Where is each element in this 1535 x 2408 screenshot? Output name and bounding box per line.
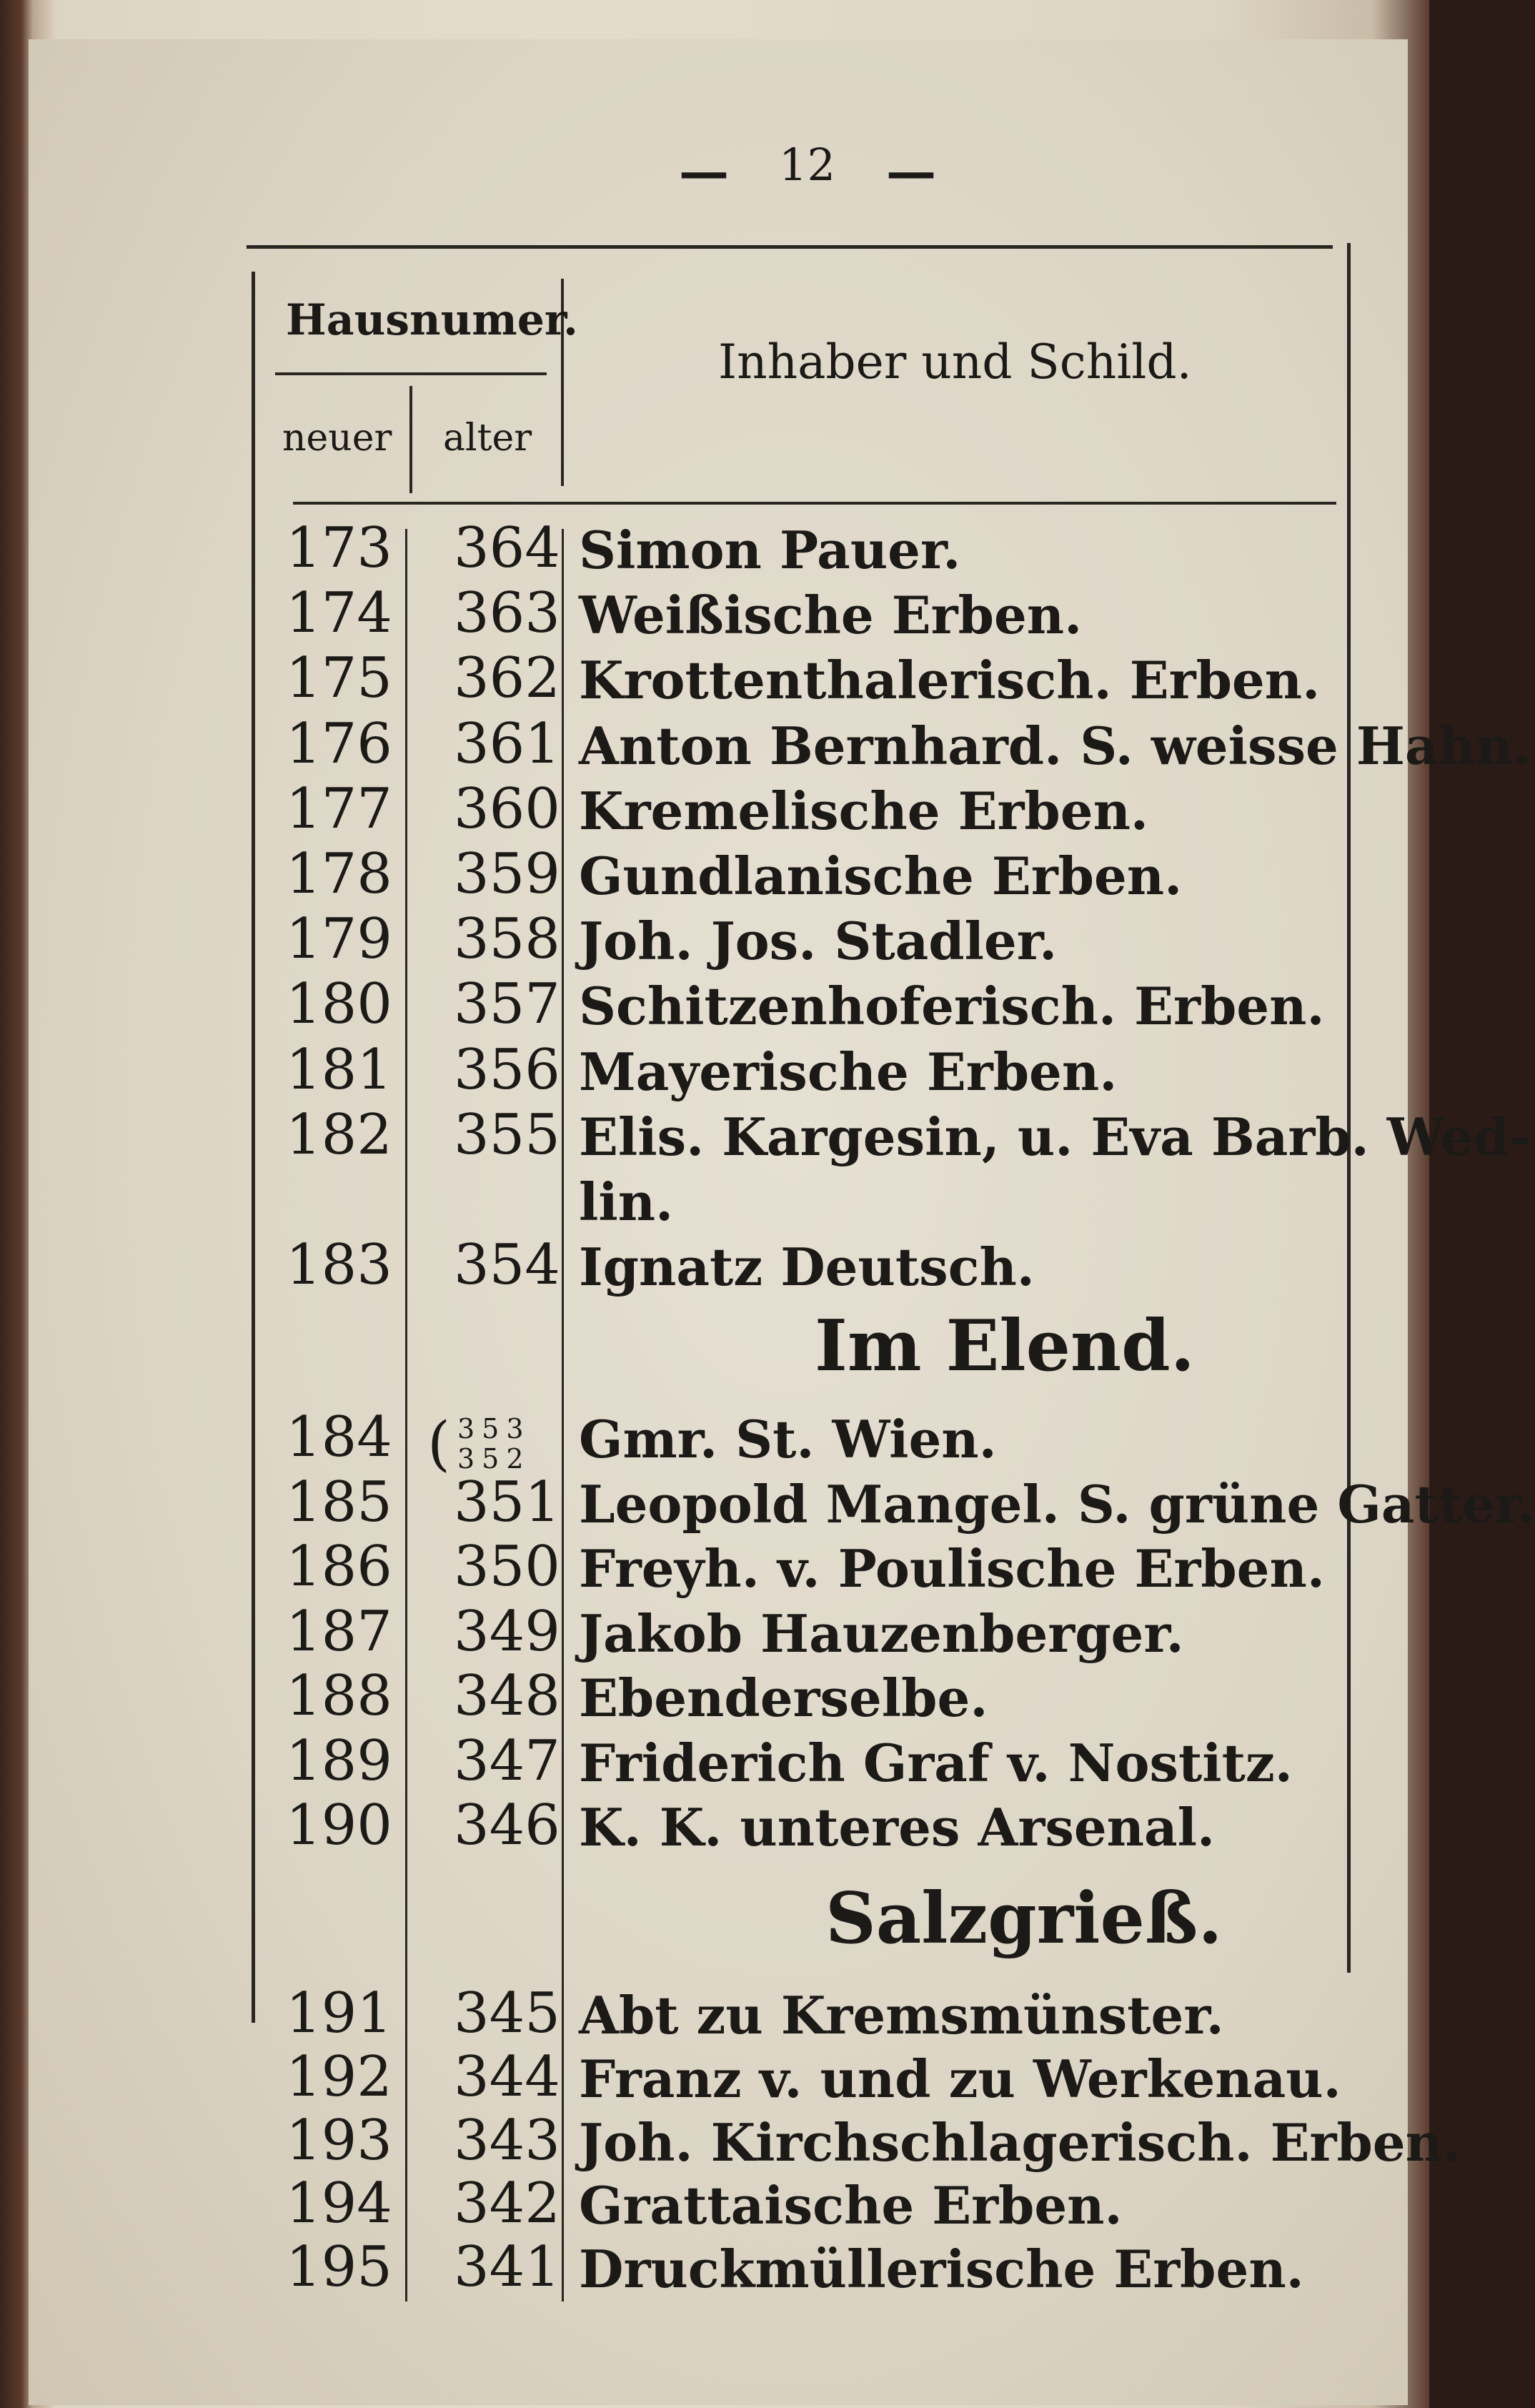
owner-name: Ebenderselbe. [579, 1668, 988, 1728]
left-border [252, 272, 255, 2023]
old-number: 364 [454, 516, 560, 580]
header-group-rule [275, 372, 547, 375]
owner-name: Friderich Graf v. Nostitz. [579, 1733, 1293, 1793]
header-new: neuer [282, 417, 392, 460]
new-number: 180 [286, 972, 392, 1036]
section-heading-im-elend: Im Elend. [815, 1305, 1195, 1387]
section-heading-salzgriess: Salzgrieß. [825, 1878, 1223, 1960]
new-number: 189 [286, 1729, 392, 1793]
new-number: 178 [286, 842, 392, 906]
new-number: 176 [286, 712, 392, 776]
owner-name: Joh. Jos. Stadler. [579, 911, 1058, 971]
old-number: 342 [454, 2171, 560, 2236]
old-number: 354 [454, 1233, 560, 1297]
old-number: 356 [454, 1038, 560, 1102]
owner-name: Simon Pauer. [579, 520, 961, 580]
old-number: 344 [454, 2045, 560, 2109]
old-number: 359 [454, 842, 560, 906]
new-number: 195 [286, 2235, 392, 2299]
old-number: 347 [454, 1729, 560, 1793]
table-header-bottom-rule [293, 502, 1336, 505]
table-top-rule [247, 245, 1333, 249]
old-number: 357 [454, 972, 560, 1036]
new-number: 186 [286, 1535, 392, 1599]
new-number: 193 [286, 2109, 392, 2173]
new-number: 194 [286, 2171, 392, 2236]
header-house-number: Hausnumer. [286, 295, 578, 345]
new-number: 181 [286, 1038, 392, 1102]
owner-name: Elis. Kargesin, u. Eva Barb. Wed- [579, 1106, 1531, 1167]
new-number: 183 [286, 1233, 392, 1297]
new-number: 184 [286, 1405, 392, 1470]
old-number: 355 [454, 1103, 560, 1167]
owner-name: Gmr. St. Wien. [579, 1409, 997, 1470]
brace-glyph: ( [427, 1410, 450, 1478]
owner-name: Ignatz Deutsch. [579, 1237, 1035, 1297]
owner-name: K. K. unteres Arsenal. [579, 1797, 1216, 1858]
owner-name: Anton Bernhard. S. weisse Hahn. [579, 715, 1531, 776]
old-number: 349 [454, 1600, 560, 1664]
new-number: 191 [286, 1981, 392, 2046]
new-number: 182 [286, 1103, 392, 1167]
alt-number-bottom: 352 [457, 1443, 531, 1475]
owner-name: Abt zu Kremsmünster. [579, 1985, 1224, 2046]
old-number: 343 [454, 2109, 560, 2173]
new-number: 192 [286, 2045, 392, 2109]
owner-name: Weißische Erben. [579, 585, 1083, 645]
header-owner-sign: Inhaber und Schild. [718, 335, 1192, 390]
alt-number-top: 353 [457, 1413, 531, 1445]
old-number: 346 [454, 1793, 560, 1858]
owner-name: Leopold Mangel. S. grüne Gatter. [579, 1474, 1535, 1535]
new-number: 190 [286, 1793, 392, 1858]
owner-name: Gundlanische Erben. [579, 846, 1183, 906]
new-number: 177 [286, 777, 392, 841]
old-number: 351 [454, 1470, 560, 1535]
owner-name: Grattaische Erben. [579, 2175, 1123, 2236]
owner-name: lin. [579, 1171, 674, 1232]
new-number: 174 [286, 581, 392, 645]
new-number: 179 [286, 907, 392, 971]
col-old-border [562, 529, 564, 2302]
new-number: 175 [286, 646, 392, 710]
header-sub-border [409, 386, 412, 493]
owner-name: Joh. Kirchschlagerisch. Erben. [579, 2112, 1461, 2173]
old-number: 361 [454, 712, 560, 776]
new-number: 187 [286, 1600, 392, 1664]
owner-name: Krottenthalerisch. Erben. [579, 650, 1321, 710]
old-number: 360 [454, 777, 560, 841]
owner-name: Freyh. v. Poulische Erben. [579, 1538, 1325, 1599]
owner-name: Franz v. und zu Werkenau. [579, 2048, 1341, 2109]
old-number: 362 [454, 646, 560, 710]
old-number: 358 [454, 907, 560, 971]
old-number: 348 [454, 1664, 560, 1728]
owner-name: Schitzenhoferisch. Erben. [579, 976, 1325, 1036]
old-number: 345 [454, 1981, 560, 2046]
old-number: 363 [454, 581, 560, 645]
new-number: 188 [286, 1664, 392, 1728]
owner-name: Druckmüllerische Erben. [579, 2239, 1304, 2299]
new-number: 173 [286, 516, 392, 580]
new-number: 185 [286, 1470, 392, 1535]
old-number: 341 [454, 2235, 560, 2299]
header-old: alter [443, 417, 532, 460]
owner-name: Mayerische Erben. [579, 1041, 1118, 1102]
owner-name: Jakob Hauzenberger. [579, 1603, 1184, 1664]
page-dash-left: — [679, 142, 729, 201]
page-dash-right: — [886, 142, 936, 201]
owner-name: Kremelische Erben. [579, 781, 1148, 841]
old-number: 350 [454, 1535, 560, 1599]
page-number: 12 [779, 139, 835, 191]
col-new-border [405, 529, 407, 2302]
